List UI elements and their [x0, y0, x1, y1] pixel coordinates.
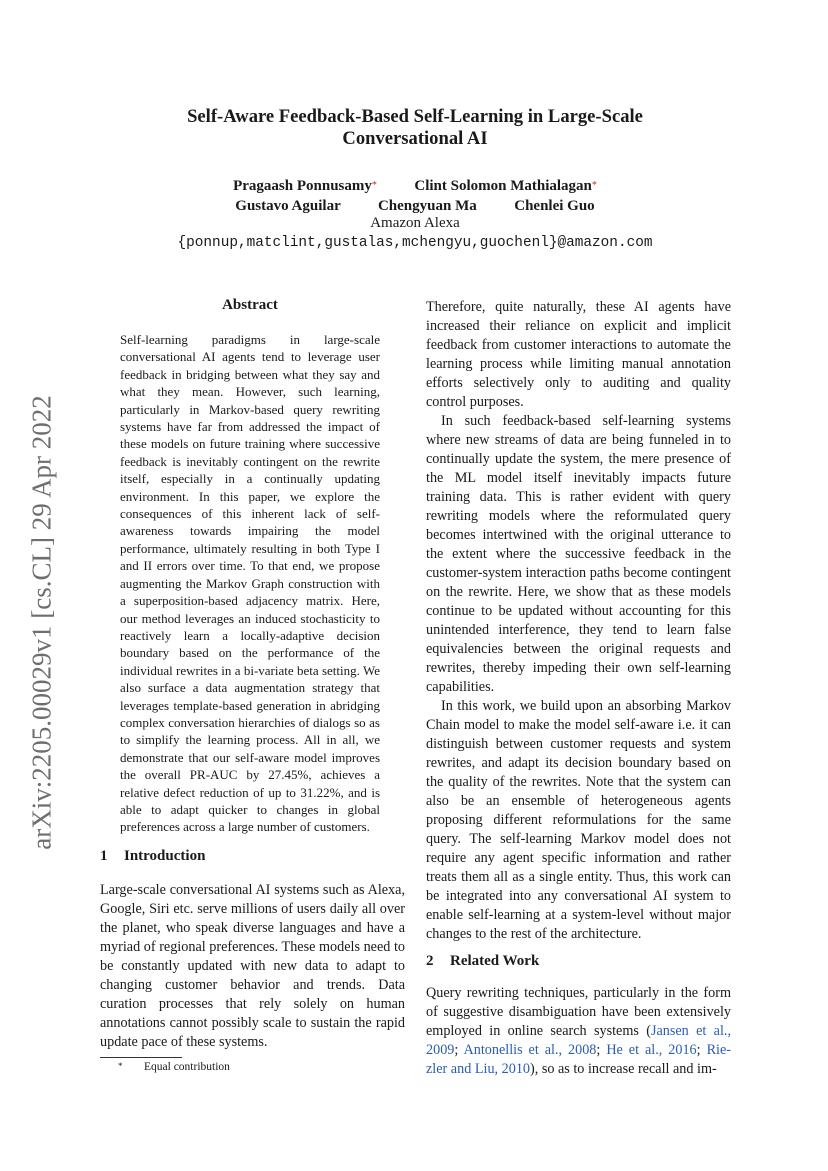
related-work-body [426, 984, 731, 1079]
section-title: Introduction [124, 848, 206, 864]
author-5: Chenlei Guo [514, 198, 595, 214]
text-line: Query rewriting techniques, particularly in the form [426, 985, 731, 1001]
text-line: employed in online search systems (Jansen et al., [426, 1023, 731, 1039]
footnote-rule [100, 1057, 182, 1058]
abstract-heading: Abstract [222, 297, 278, 313]
footnote-mark: * [118, 1061, 123, 1071]
author-row-1 [100, 176, 730, 196]
introduction-body [100, 881, 405, 1052]
author-emails: {ponnup,matclint,gustalas,mchengyu,guochenl}@amazon.com [177, 235, 653, 251]
author-4: Chengyuan Ma [377, 198, 477, 214]
arxiv-stamp [22, 362, 62, 882]
affiliation: Amazon Alexa [370, 215, 460, 231]
text-line: zler and Liu, 2010), so as to increase recall and im- [426, 1061, 717, 1077]
section-heading-introduction [100, 848, 205, 865]
citation-link[interactable]: He et al., 2016 [606, 1042, 697, 1058]
abstract-text: Self-learning paradigms in large-scale conversational AI agents tend to leverage user feedback in bridging between what they say and what they mean. However, such learning, particularly in Markov-based query rewriting systems have far from addressed the impact of these models on future training where successive feedback is inevitably contingent on the rewrite itself, especially in a continually updating environment. In this paper, we explore the consequences of this inherent lack of self-awareness towards impairing the model performance, ultimately resulting in both Type I and II errors over time. To that end, we propose augmenting the Markov Graph construction with a superposition-based adjacency matrix. Here, our method leverages an induced stochasticity to reactively learn a locally-adaptive decision boundary based on the performance of the individual rewrites in a bi-variate beta setting. We also surface a data augmentation strategy that leverages template-based generation in abridging complex conversation hierarchies of dialogs so as to simplify the learning process. All in all, we demonstrate that our self-aware model improves the overall PR-AUC by 27.45%, achieves a relative defect reduction of up to 31.22%, and is able to adapt quicker to changes in global preferences across a large number of customers. [120, 332, 380, 835]
text-line: 2009; Antonellis et al., 2008; He et al., 2016; Rie- [426, 1042, 731, 1058]
author-2: Clint Solomon Mathialagan [414, 178, 592, 194]
citation-link[interactable]: Antonellis et al., 2008 [463, 1042, 597, 1058]
author-3: Gustavo Aguilar [235, 198, 341, 214]
section-number: 2 [426, 953, 434, 969]
title-line-2: Conversational AI [342, 128, 488, 149]
arxiv-stamp-text: arXiv:2205.00029v1 [cs.CL] 29 Apr 2022 [26, 394, 57, 850]
paragraph: In such feedback-based self-learning systems where new streams of data are being funneled in to continually update the system, the mere presence of the ML model itself inevitably impacts future training data. This is rather evident with query rewriting models where the reformulated query becomes intertwined with the original utterance to the extent where the successive feedback in the customer-system interaction paths become contingent on the rewrite. Here, we show that as these models continue to be updated without accounting for this unintended interference, they tend to learn false equivalencies between the original requests and rewrites, thereby impeding their own self-learning capabilities. [426, 413, 731, 695]
section-title: Related Work [450, 953, 540, 969]
footnote-text: Equal contribution [144, 1061, 230, 1073]
equal-contribution-mark: * [591, 180, 597, 191]
title-line-1: Self-Aware Feedback-Based Self-Learning in Large-Scale [187, 106, 643, 127]
citation-link[interactable]: 2009 [426, 1042, 455, 1058]
right-column-body [426, 298, 731, 944]
author-1: Pragaash Ponnusamy [233, 178, 372, 194]
abstract [120, 331, 380, 836]
section-number: 1 [100, 848, 108, 864]
paragraph: In this work, we build upon an absorbing Markov Chain model to make the model self-aware i.e. it can distinguish between customer requests and system rewrites, and adapt its decision boundary based on the quality of the rewrites. Note that the system can also be an ensemble of heterogeneous agents proposing different reformulations for the same query. The self-learning Markov model does not require any agent specific information and rather treats them all as a single entity. Thus, this work can be integrated into any conversational AI system to enable self-learning at a system-level without major changes to the rest of the architecture. [426, 698, 731, 942]
paper-title [100, 106, 730, 150]
footnote [118, 1061, 230, 1073]
section-heading-related-work [426, 953, 539, 970]
equal-contribution-mark: * [371, 180, 377, 191]
introduction-paragraph: Large-scale conversational AI systems such as Alexa, Google, Siri etc. serve millions of users daily all over the planet, who speak diverse languages and have a myriad of regional preferences. These models need to be constantly updated with new data to adapt to changing customer behavior and trends. Data curation processes that rely solely on human annotations cannot possibly scale to sustain the rapid update pace of these systems. [100, 882, 405, 1050]
citation-link[interactable]: Jansen et al., [650, 1023, 731, 1039]
citation-link[interactable]: Rie- [706, 1042, 731, 1058]
paragraph: Therefore, quite naturally, these AI agents have increased their reliance on explicit and implicit feedback from customer interactions to automate the learning process while limiting manual annotation efforts selectively only to auditing and quality control purposes. [426, 299, 731, 410]
author-row-2 [100, 196, 730, 216]
citation-link[interactable]: zler and Liu, 2010 [426, 1061, 531, 1077]
text-line: of suggestive disambiguation have been extensively [426, 1004, 731, 1020]
